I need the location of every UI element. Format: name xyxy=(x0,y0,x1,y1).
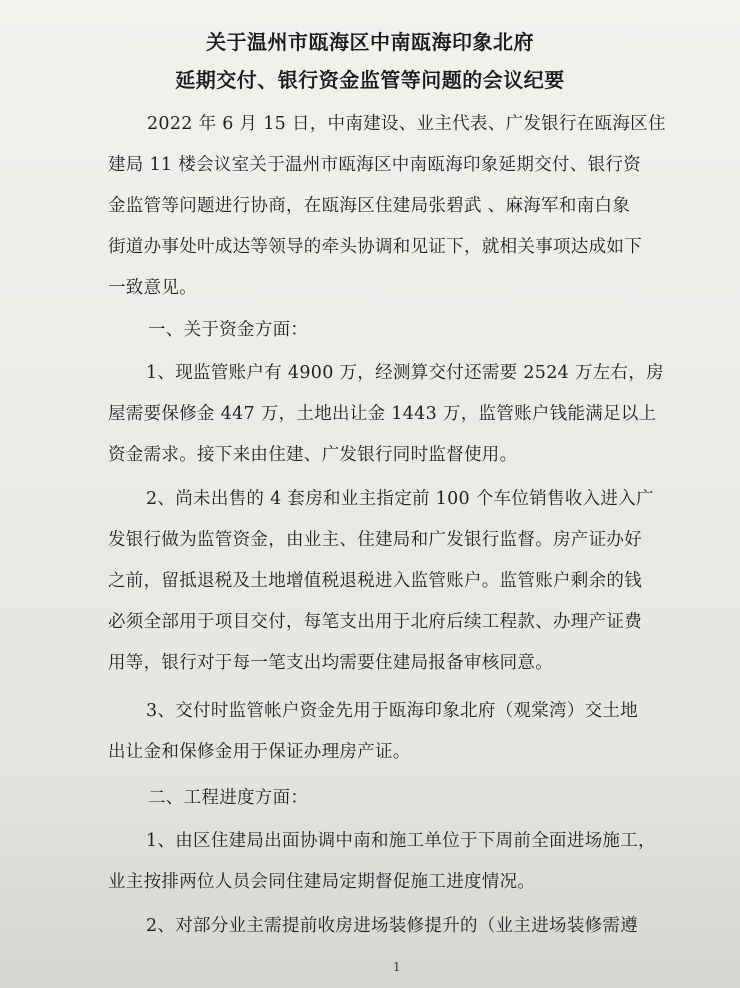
paragraph-line: 出让金和保修金用于保证办理房产证。 xyxy=(108,742,411,762)
paragraph-line: 必须全部用于项目交付，每笔支出用于北府后续工程款、办理产证费 xyxy=(108,612,642,632)
document-title-line-1: 关于温州市瓯海区中南瓯海印象北府 xyxy=(206,30,534,54)
section-heading: 二、工程进度方面： xyxy=(148,788,309,808)
paragraph-line: 发银行做为监管资金，由业主、住建局和广发银行监督。房产证办好 xyxy=(108,530,642,550)
paragraph-line: 业主按排两位人员会同住建局定期督促施工进度情况。 xyxy=(108,872,536,892)
document-title-line-2: 延期交付、银行资金监管等问题的会议纪要 xyxy=(175,68,565,92)
paragraph-line: 1、现监管账户有 4900 万，经测算交付还需要 2524 万左右，房 xyxy=(146,363,664,383)
paragraph-line: 2、尚未出售的 4 套房和业主指定前 100 个车位销售收入进入广 xyxy=(146,489,654,509)
paragraph-line: 2022 年 6 月 15 日，中南建设、业主代表、广发银行在瓯海区住 xyxy=(147,114,666,134)
paragraph-line: 之前，留抵退税及土地增值税退税进入监管账户。监管账户剩余的钱 xyxy=(108,571,642,591)
paragraph-line: 3、交付时监管帐户资金先用于瓯海印象北府（观棠湾）交土地 xyxy=(146,701,639,721)
paragraph-line: 屋需要保修金 447 万，土地出让金 1443 万，监管账户钱能满足以上 xyxy=(108,404,657,424)
page-number: 1 xyxy=(393,960,401,974)
paragraph-line: 金监管等问题进行协商，在瓯海区住建局张碧武 、麻海军和南白象 xyxy=(108,196,631,216)
paragraph-line: 2、对部分业主需提前收房进场装修提升的（业主进场装修需遵 xyxy=(146,916,639,936)
paragraph-line: 一致意见。 xyxy=(108,278,197,298)
paragraph-line: 用等，银行对于每一笔支出均需要住建局报备审核同意。 xyxy=(108,653,553,673)
paragraph-line: 建局 11 楼会议室关于温州市瓯海区中南瓯海印象延期交付、银行资 xyxy=(108,155,641,175)
paragraph-line: 街道办事处叶成达等领导的牵头协调和见证下，就相关事项达成如下 xyxy=(108,237,642,257)
paragraph-line: 资金需求。接下来由住建、广发银行同时监督使用。 xyxy=(108,445,518,465)
section-heading: 一、关于资金方面： xyxy=(148,320,309,340)
paragraph-line: 1、由区住建局出面协调中南和施工单位于下周前全面进场施工， xyxy=(146,831,656,851)
